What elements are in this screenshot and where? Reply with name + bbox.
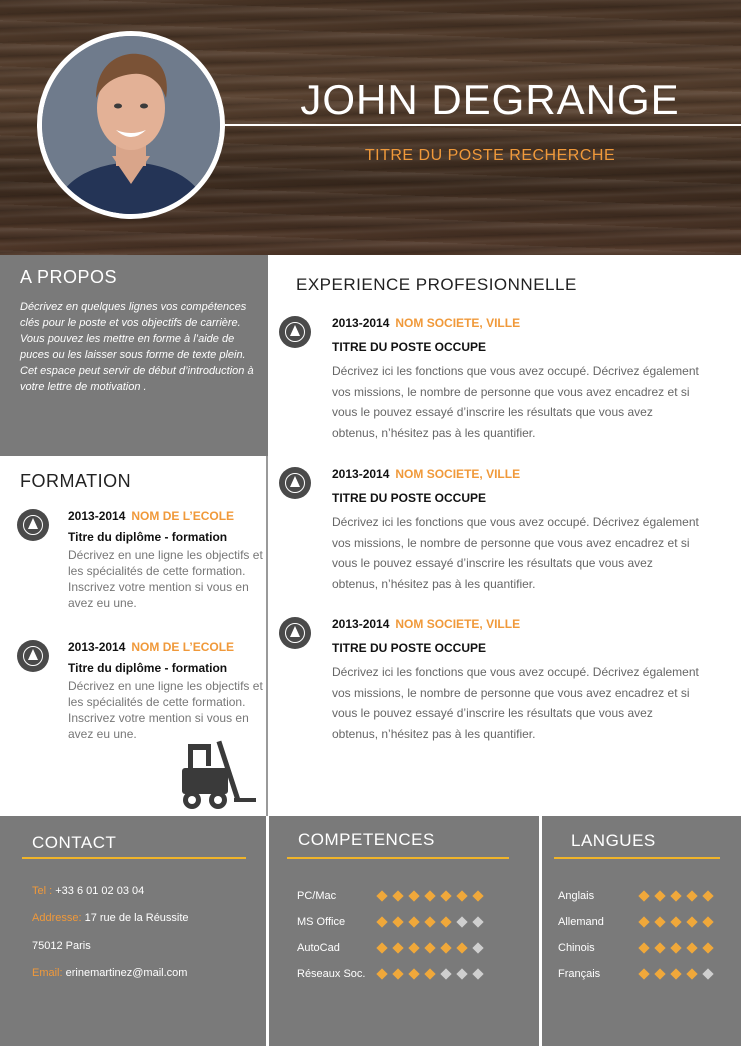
rating-dot-filled [654,968,665,979]
formation-school: NOM DE L’ECOLE [131,509,235,523]
rating-dot-filled [670,916,681,927]
rating-dot-filled [638,890,649,901]
experience-description: Décrivez ici les fonctions que vous avez occupé. Décrivez également vos missions, le nombre de personne que vous avez encadrez et si vous le pouvez essayé d’inscrire les résultats que vous avez obtenus, n’hésitez pas à les quantifier. [332,364,699,440]
rating-dot-filled [670,942,681,953]
rating-dot-empty [472,942,483,953]
rating-dot-filled [686,890,697,901]
footer-divider [266,816,269,1046]
cone-icon [279,316,311,348]
contact-underline [22,857,246,859]
forklift-icon [180,738,256,812]
cone-icon [279,467,311,499]
experience-years: 2013-2014 NOM SOCIETE, VILLE [332,617,521,631]
skill-rating [376,916,488,928]
language-name: Allemand [558,916,604,928]
rating-dot-empty [702,968,713,979]
cone-icon [279,617,311,649]
competences-underline [287,857,509,859]
rating-dot-filled [702,890,713,901]
rating-dot-filled [408,942,419,953]
experience-heading: EXPERIENCE PROFESIONNELLE [296,275,577,294]
rating-dot-filled [638,968,649,979]
skill-name: Réseaux Soc. [297,968,366,980]
formation-description: Décrivez en une ligne les objectifs et les spécialités de cette formation. Inscrivez votre mention si vous en avez eu une. [68,679,263,741]
rating-dot-filled [408,916,419,927]
rating-dot-filled [686,916,697,927]
about-section [0,255,268,456]
formation-years: 2013-2014 NOM DE L’ECOLE [68,640,235,654]
footer-divider [539,816,542,1046]
rating-dot-empty [456,916,467,927]
rating-dot-filled [638,942,649,953]
experience-company: NOM SOCIETE, VILLE [395,617,521,631]
rating-dot-filled [670,968,681,979]
rating-dot-filled [376,942,387,953]
rating-dot-filled [376,916,387,927]
rating-dot-filled [408,890,419,901]
contact-phone[interactable]: Tel : +33 6 01 02 03 04 [32,885,145,897]
job-title: TITRE DU POSTE RECHERCHE [364,147,616,164]
header-divider [225,124,741,126]
rating-dot-filled [392,968,403,979]
rating-dot-filled [654,890,665,901]
rating-dot-filled [392,916,403,927]
experience-description: Décrivez ici les fonctions que vous avez occupé. Décrivez également vos missions, le nombre de personne que vous avez encadrez et si vous le pouvez essayé d’inscrire les résultats que vous avez obtenus, n’hésitez pas à les quantifier. [332,515,699,591]
experience-years: 2013-2014 NOM SOCIETE, VILLE [332,467,521,481]
about-heading: A PROPOS [20,267,118,287]
rating-dot-filled [686,942,697,953]
candidate-name: JOHN DEGRANGE [300,76,680,123]
rating-dot-filled [408,968,419,979]
formation-school: NOM DE L’ECOLE [131,640,235,654]
contact-heading: CONTACT [32,833,117,852]
rating-dot-filled [686,968,697,979]
rating-dot-filled [702,916,713,927]
language-rating [638,942,718,954]
rating-dot-filled [424,890,435,901]
rating-dot-filled [456,890,467,901]
rating-dot-filled [670,890,681,901]
language-name: Français [558,968,601,980]
rating-dot-filled [456,942,467,953]
contact-address: Addresse: 17 rue de la Réussite [32,912,189,924]
about-text: Décrivez en quelques lignes vos compétences clés pour le poste et vos objectifs de carrière. Vous pouvez les mettre en forme à l’aide de puces ou les laisser sous forme de texte plein. Cet espace peut servir de début d’introduction à votre lettre de motivation . [20,301,254,393]
language-name: Chinois [558,942,595,954]
cone-icon [17,509,49,541]
rating-dot-filled [424,942,435,953]
skill-rating [376,890,488,902]
rating-dot-filled [376,968,387,979]
formation-degree: Titre du diplôme - formation [68,661,228,675]
rating-dot-filled [440,916,451,927]
skill-name: MS Office [297,916,346,928]
rating-dot-filled [440,942,451,953]
langues-heading: LANGUES [571,831,656,850]
language-rating [638,916,718,928]
langues-underline [554,857,720,859]
experience-company: NOM SOCIETE, VILLE [395,467,521,481]
experience-title: TITRE DU POSTE OCCUPE [332,641,487,655]
rating-dot-filled [702,942,713,953]
experience-years: 2013-2014 NOM SOCIETE, VILLE [332,316,521,330]
language-name: Anglais [558,890,595,902]
language-rating [638,890,718,902]
rating-dot-filled [424,916,435,927]
rating-dot-filled [654,942,665,953]
rating-dot-filled [654,916,665,927]
formation-degree: Titre du diplôme - formation [68,530,228,544]
language-rating [638,968,718,980]
cone-icon [17,640,49,672]
rating-dot-filled [638,916,649,927]
header [0,0,741,255]
rating-dot-empty [440,968,451,979]
rating-dot-filled [472,890,483,901]
rating-dot-filled [392,890,403,901]
rating-dot-filled [392,942,403,953]
rating-dot-filled [440,890,451,901]
rating-dot-empty [472,916,483,927]
rating-dot-empty [472,968,483,979]
experience-description: Décrivez ici les fonctions que vous avez occupé. Décrivez également vos missions, le nombre de personne que vous avez encadrez et si vous le pouvez essayé d’inscrire les résultats que vous avez obtenus, n’hésitez pas à les quantifier. [332,665,699,741]
skill-name: PC/Mac [297,890,337,902]
column-divider [266,456,268,816]
formation-years: 2013-2014 NOM DE L’ECOLE [68,509,235,523]
skill-rating [376,942,488,954]
skill-rating [376,968,488,980]
formation-description: Décrivez en une ligne les objectifs et les spécialités de cette formation. Inscrivez votre mention si vous en avez eu une. [68,548,263,610]
formation-heading: FORMATION [20,471,132,491]
rating-dot-filled [424,968,435,979]
rating-dot-filled [376,890,387,901]
experience-title: TITRE DU POSTE OCCUPE [332,340,487,354]
contact-email[interactable]: Email: erinemartinez@mail.com [32,967,188,979]
contact-city: 75012 Paris [32,940,91,952]
profile-photo-illustration [42,36,220,214]
skill-name: AutoCad [297,942,340,954]
experience-title: TITRE DU POSTE OCCUPE [332,491,487,505]
profile-photo [37,31,225,219]
rating-dot-empty [456,968,467,979]
competences-heading: COMPETENCES [298,830,435,849]
experience-company: NOM SOCIETE, VILLE [395,316,521,330]
